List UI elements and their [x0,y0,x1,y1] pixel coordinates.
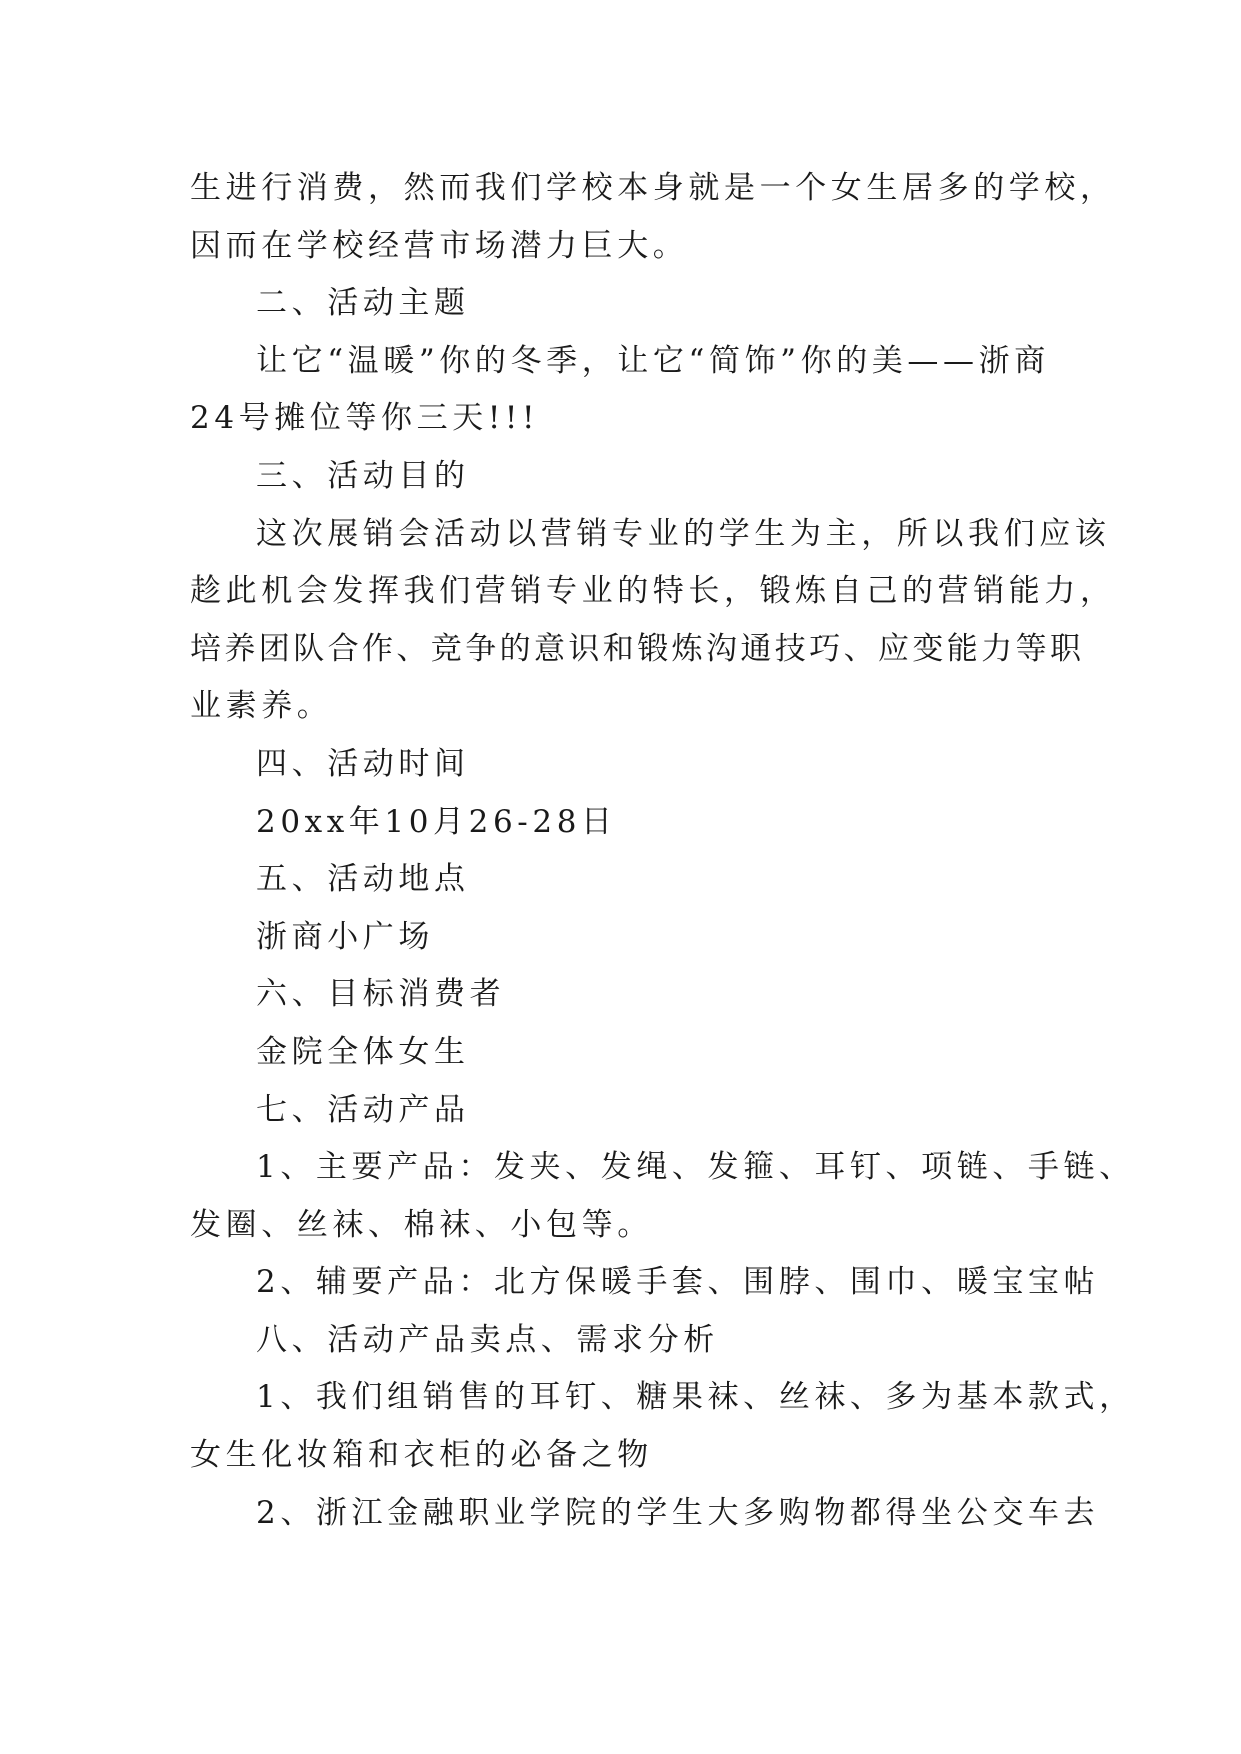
body-text-line: 因而在学校经营市场潜力巨大。 [190,227,689,264]
body-text-line: 女生化妆箱和衣柜的必备之物 [190,1437,653,1474]
body-text-line: 趁此机会发挥我们营销专业的特长，锻炼自己的营销能力， [190,573,1116,610]
body-text-line: 这次展销会活动以营销专业的学生为主，所以我们应该 [256,515,1111,552]
section-heading-products: 七、活动产品 [256,1091,470,1128]
section-heading-purpose: 三、活动目的 [256,457,470,494]
body-text-line: 让它“温暖”你的冬季，让它“简饰”你的美——浙商 [256,342,1050,379]
body-text-line: 生进行消费，然而我们学校本身就是一个女生居多的学校， [190,170,1116,206]
body-text-line: 1、我们组销售的耳钉、糖果袜、丝袜、多为基本款式， [256,1379,1135,1416]
document-body [190,160,1135,1542]
section-heading-target-consumers: 六、目标消费者 [256,976,506,1013]
body-text-line: 浙商小广场 [256,918,434,955]
body-text-line: 2、浙江金融职业学院的学生大多购物都得坐公交车去 [256,1494,1100,1531]
section-heading-selling-points: 八、活动产品卖点、需求分析 [256,1321,719,1358]
section-heading-location: 五、活动地点 [256,861,470,898]
body-text-line: 1、主要产品：发夹、发绳、发箍、耳钉、项链、手链、 [256,1149,1135,1186]
body-text-line: 24号摊位等你三天!!! [190,400,540,437]
body-text-line: 发圈、丝袜、棉袜、小包等。 [190,1206,653,1243]
body-text-line: 20xx年10月26-28日 [256,803,617,840]
body-text-line: 培养团队合作、竞争的意识和锻炼沟通技巧、应变能力等职 [190,630,1085,667]
section-heading-theme: 二、活动主题 [256,285,470,322]
body-text-line: 业素养。 [190,688,333,725]
body-text-line: 2、辅要产品：北方保暖手套、围脖、围巾、暖宝宝帖 [256,1264,1100,1301]
body-text-line: 金院全体女生 [256,1033,470,1070]
section-heading-time: 四、活动时间 [256,745,470,782]
